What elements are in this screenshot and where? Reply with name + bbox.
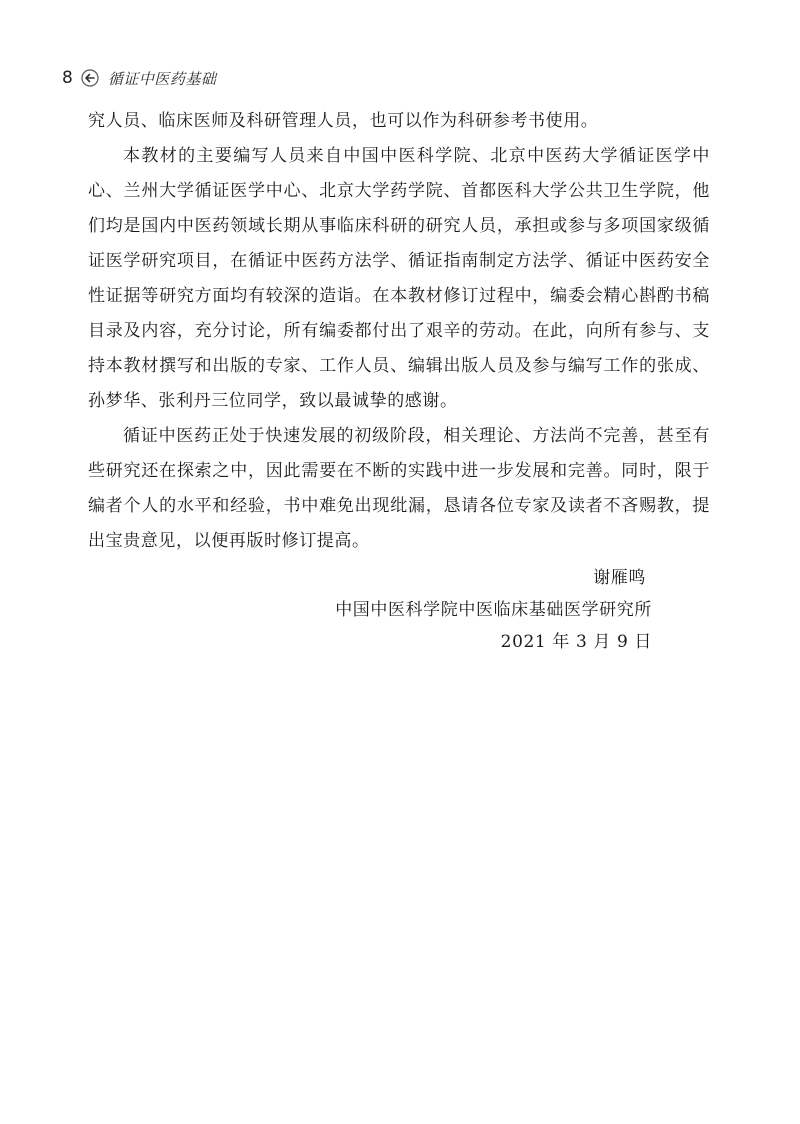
paragraph-continuation: 究人员、临床医师及科研管理人员，也可以作为科研参考书使用。 [88, 111, 599, 131]
page-header [62, 66, 216, 90]
page-number: 8 [62, 68, 73, 88]
signature-institution: 中国中医科学院中医临床基础医学研究所 [335, 600, 652, 620]
arrow-left-icon [81, 69, 99, 87]
paragraph-authors: 本教材的主要编写人员来自中国中医科学院、北京中医药大学循证医学中心、兰州大学循证医学中心、北京大学药学院、首都医科大学公共卫生学院，他们均是国内中医药领域长期从事临床科研的研究人员，承担或参与多项国家级循证医学研究项目，在循证中医药方法学、循证指南制定方法学、循证中医药安全性证据等研究方面均有较深的造诣。在本教材修订过程中，编委会精心斟酌书稿目录及内容，充分讨论，所有编委都付出了艰辛的劳动。在此，向所有参与、支持本教材撰写和出版的专家、工作人员、编辑出版人员及参与编写工作的张成、孙梦华、张利丹三位同学，致以最诚挚的感谢。 [88, 146, 710, 411]
signature-author: 谢雁鸣 [593, 568, 646, 588]
signature-block [335, 562, 652, 658]
body-text [88, 104, 710, 559]
signature-date: 2021 年 3 月 9 日 [500, 632, 652, 652]
running-title: 循证中医药基础 [107, 69, 217, 88]
paragraph-outlook: 循证中医药正处于快速发展的初级阶段，相关理论、方法尚不完善，甚至有些研究还在探索之中，因此需要在不断的实践中进一步发展和完善。同时，限于编者个人的水平和经验，书中难免出现纰漏，恳请各位专家及读者不吝赐教，提出宝贵意见，以便再版时修订提高。 [88, 426, 710, 551]
